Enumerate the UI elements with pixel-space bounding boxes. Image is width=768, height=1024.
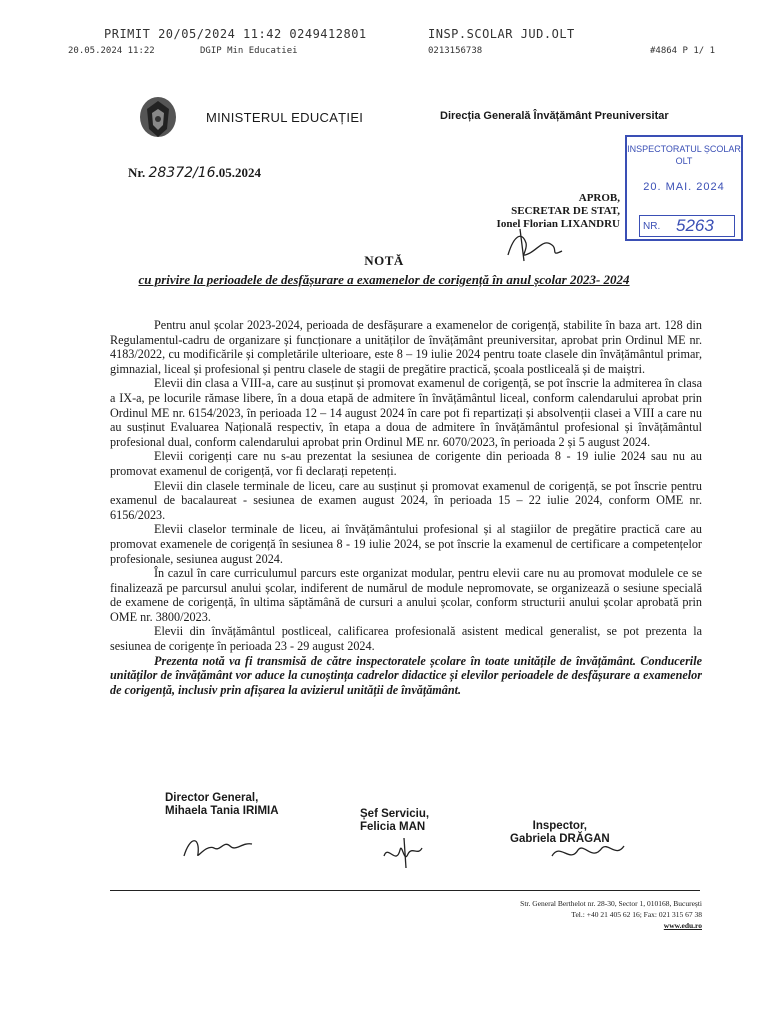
approval-name: Ionel Florian LIXANDRU [496,218,620,230]
fax-header-page: #4864 P 1/ 1 [650,46,716,56]
director-signature [180,830,260,864]
footer-website-link[interactable]: www.edu.ro [663,921,702,930]
paragraph-4: Elevii din clasele terminale de liceu, care au susținut și promovat examenul de corigență, se pot înscrie pentru examenul de bacalaureat - sesiunea de examen august 2024, în perioada 15 – 22 iulie 2024, conform OME nr. 6156/2023. [110,478,702,522]
paragraph-2: Elevii din clasa a VIII-a, care au susținut și promovat examenul de corigență, se pot înscrie la admiterea în clasa a IX-a, pe locurile rămase libere, în a doua etapă de admitere în învățământul liceal, conform calendarului aprobat prin Ordinul ME nr. 6154/2023, în perioada 12 – 14 august 2024 în care pot fi repartizați și absolvenții clasei a VIII a care nu au susținut Evaluarea Națională respectiv, în etapa a doua de admitere în învățământul profesional și învățământul profesional dual, conform calendarului aprobat prin Ordinul ME nr. 6070/2023, în perioada 2 și 5 august 2024. [110,376,702,449]
paragraph-8: Prezenta notă va fi transmisă de către inspectoratele școlare în toate unitățile de învățământ. Conducerile unităților de învățământ vor aduce la cunoștința cadrelor didactice și elevilor perioadele de desfășurare a examenelor de corigență, inclusiv prin afișarea la avizierul unității de învățământ. [110,653,702,697]
footer-phone: Tel.: +40 21 405 62 16; Fax: 021 315 67 38 [571,910,702,919]
nr-suffix: .05.2024 [215,165,262,180]
sef-title: Șef Serviciu, [360,808,430,820]
document-subtitle: cu privire la perioadele de desfășurare a examenelor de corigență în anul școlar 2023- 2024 [138,272,630,287]
document-body [110,318,702,697]
fax-header-received: PRIMIT 20/05/2024 11:42 0249412801 [104,27,367,41]
stamp-nr-label: NR. [643,221,661,232]
fax-header-sender: DGIP Min Educatiei [200,46,298,56]
nr-prefix: Nr. [128,165,146,180]
registration-number [128,165,261,181]
stamp-title: INSPECTORATUL ȘCOLAR OLT [627,144,741,166]
inspector-title: Inspector, [532,820,587,832]
nr-handwritten: 28372/16 [148,165,216,181]
director-title: Director General, [165,792,259,804]
stamp-date: 20. MAI. 2024 [643,181,725,193]
footer-divider [110,890,700,891]
sef-signature [378,836,428,870]
sef-signature-block [360,808,429,834]
registration-stamp [625,135,743,241]
inspector-name: Gabriela DRĂGAN [510,833,610,845]
coat-of-arms-icon [137,95,179,143]
ministry-name: MINISTERUL EDUCAȚIEI [206,110,364,125]
paragraph-6: În cazul în care curriculumul parcurs este organizat modular, pentru elevii care nu au promovat modulele ce se finalizează pe parcursul anului școlar, indiferent de numărul de module nepromovate, se organizează o sesiune specială de examene de corigență, în ultima săptămână de cursuri a anului școlar, conform structurii anului școlar aprobată prin OME nr. 3800/2023. [110,566,702,624]
fax-header-sent-date: 20.05.2024 11:22 [68,46,155,56]
paragraph-7: Elevii din învățământul postliceal, calificarea profesională asistent medical generalist, se pot prezenta la sesiunea de corigențe în perioada 23 - 29 august 2024. [110,624,702,654]
footer [400,898,702,931]
director-signature-block [165,792,279,818]
paragraph-3: Elevii corigenți care nu s-au prezentat la sesiunea de corigente din perioada 8 - 19 iulie 2024 sau nu au promovat examenul de corigență, vor fi declarați repetenți. [110,449,702,478]
document-title: NOTĂ [364,253,404,268]
fax-header-sender-phone: 0213156738 [428,46,483,56]
stamp-number-box [639,215,735,237]
fax-header-recipient: INSP.SCOLAR JUD.OLT [428,27,575,41]
approval-role: SECRETAR DE STAT, [511,205,620,217]
paragraph-5: Elevii claselor terminale de liceu, ai învățământului profesional și al stagiilor de pregătire practică care au promovat examenele de corigență în sesiunea 8 - 19 iulie 2024, se pot înscrie la examenul de certificare a competențelor profesionale, sesiunea august 2024. [110,522,702,566]
director-name: Mihaela Tania IRIMIA [165,805,279,817]
directorate-name: Direcția Generală Învățământ Preuniversitar [440,110,669,122]
approval-label: APROB, [578,192,620,204]
paragraph-1: Pentru anul școlar 2023-2024, perioada de desfășurare a examenelor de corigență, stabilite în baza art. 128 din Regulamentul-cadru de organizare și funcționare a unităților de învățământ preuniversitar, aprobat prin Ordinul ME nr. 4183/2022, cu modificările și completările ulterioare, este 8 – 19 iulie 2024 pentru toate clasele din învățământul primar, gimnazial, liceal și profesional și pentru clasele de stagii de pregătire practică, școala postliceală și de maiștri. [110,318,702,376]
inspector-signature [548,838,628,868]
stamp-nr-value: 5263 [676,216,714,235]
sef-name: Felicia MAN [360,821,426,833]
footer-address: Str. General Berthelot nr. 28-30, Sector 1, 010168, București [520,899,702,908]
